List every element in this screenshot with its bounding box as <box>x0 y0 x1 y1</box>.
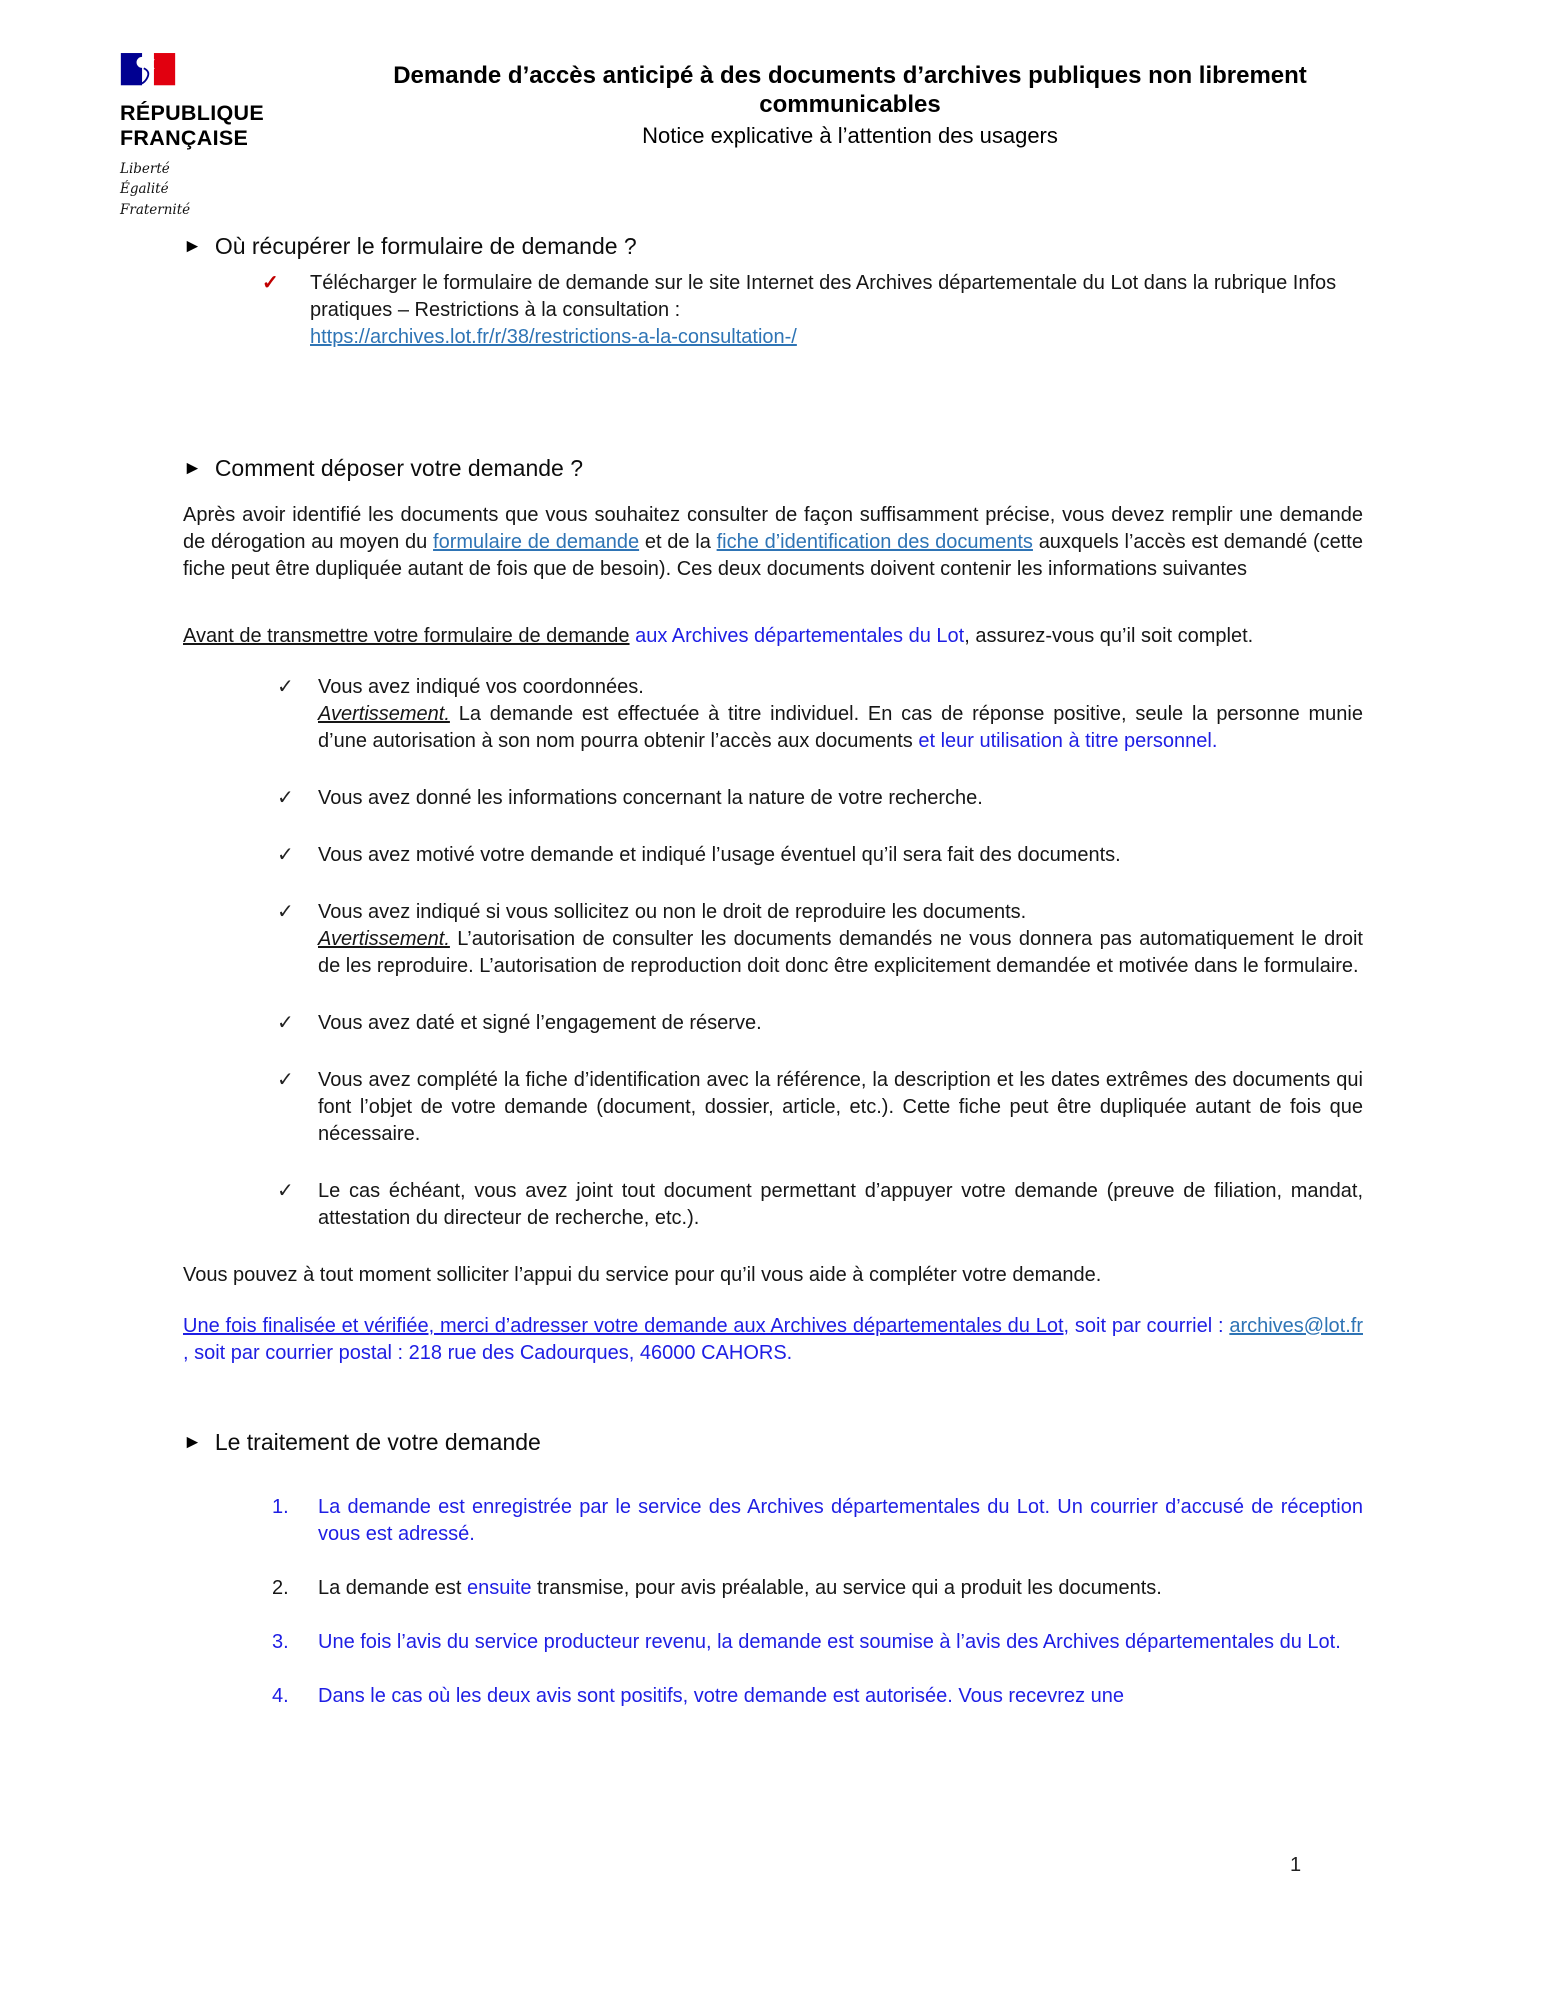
marianne-flag-icon <box>120 52 176 88</box>
before-sending-rest: , assurez-vous qu’il soit complet. <box>964 624 1254 647</box>
check-item-text: Le cas échéant, vous avez joint tout document permettant d’appuyer votre demande (preuve de filiation, mandat, attestation du directeur de recherche, etc.). <box>318 1179 1363 1229</box>
document-title: Demande d’accès anticipé à des documents d’archives publiques non librement communicables <box>393 62 1307 118</box>
check-icon: ✓ <box>277 843 294 866</box>
step-number: 3. <box>272 1630 289 1653</box>
warning-text: La demande est effectuée à titre individuel. En cas de réponse positive, seule la personne munie d’une autorisation à son nom pourra obtenir l’accès aux documents <box>318 702 1363 752</box>
process-steps <box>183 1494 1363 1710</box>
check-item-text: Vous avez daté et signé l’engagement de réserve. <box>318 1011 762 1034</box>
send-paragraph <box>183 1313 1363 1367</box>
intro-text-a: Après avoir identifié les documents que vous souhaitez consulter de façon suffisamment précise, vous devez remplir une demande de dérogation au moyen du <box>183 503 1363 553</box>
section-heading-how <box>183 455 1363 484</box>
download-instruction <box>183 270 1363 351</box>
step-text-b: transmise, pour avis préalable, au service qui a produit les documents. <box>531 1576 1162 1599</box>
arrow-bullet-icon: ► <box>183 235 202 257</box>
before-sending-underlined: Avant de transmettre votre formulaire de demande <box>183 624 630 647</box>
process-step-1 <box>183 1494 1363 1548</box>
check-item-pieces-jointes <box>183 1178 1363 1232</box>
step-text-a: La demande est <box>318 1576 467 1599</box>
logo-line-francaise: FRANÇAISE <box>120 125 249 150</box>
section-heading-process <box>183 1429 1363 1458</box>
check-item-text: Vous avez donné les informations concernant la nature de votre recherche. <box>318 786 983 809</box>
download-instruction-text: Télécharger le formulaire de demande sur le site Internet des Archives départementale du Lot dans la rubrique Infos pratiques – Restrictions à la consultation : <box>310 271 1337 321</box>
check-item-warning <box>318 701 1363 755</box>
before-sending-blue: aux Archives départementales du Lot <box>629 624 965 647</box>
check-icon: ✓ <box>277 786 294 809</box>
support-paragraph: Vous pouvez à tout moment solliciter l’appui du service pour qu’il vous aide à compléter votre demande. <box>183 1263 1102 1286</box>
section-heading-how-text: Comment déposer votre demande ? <box>214 454 584 481</box>
fiche-identification-link[interactable]: fiche d’identification des documents <box>716 530 1033 553</box>
motto-egalite: Égalité <box>120 181 169 198</box>
logo-motto <box>120 159 338 220</box>
logo-wordmark <box>120 101 338 150</box>
section-heading-where-text: Où récupérer le formulaire de demande ? <box>214 232 637 259</box>
republique-francaise-logo <box>120 52 338 220</box>
check-icon: ✓ <box>277 1068 294 1091</box>
checklist <box>183 674 1363 1232</box>
email-link[interactable]: archives@lot.fr <box>1229 1314 1363 1337</box>
arrow-bullet-icon: ► <box>183 457 202 479</box>
check-item-text: Vous avez indiqué vos coordonnées. <box>318 675 644 698</box>
step-number: 4. <box>272 1684 289 1707</box>
check-icon: ✓ <box>277 1011 294 1034</box>
warning-text: L’autorisation de consulter les documents demandés ne vous donnera pas automatiquement le droit de les reproduire. L’autorisation de reproduction doit donc être explicitement demandée et motivée dans le formulaire. <box>318 927 1363 977</box>
section-heading-process-text: Le traitement de votre demande <box>214 1428 541 1455</box>
formulaire-demande-link[interactable]: formulaire de demande <box>433 530 640 553</box>
check-icon: ✓ <box>262 271 279 294</box>
check-item-motivation <box>183 842 1363 869</box>
check-item-fiche-identification <box>183 1067 1363 1148</box>
check-item-nature-recherche <box>183 785 1363 812</box>
logo-line-republique: RÉPUBLIQUE <box>120 101 264 125</box>
check-item-text: Vous avez complété la fiche d’identification avec la référence, la description et les dates extrêmes des documents qui font l’objet de votre demande (document, dossier, article, etc.). Cette fiche peut être dupliquée autant de fois que nécessaire. <box>318 1068 1363 1145</box>
check-item-text: Vous avez motivé votre demande et indiqué l’usage éventuel qu’il sera fait des documents. <box>318 843 1121 866</box>
arrow-bullet-icon: ► <box>183 1431 202 1453</box>
process-step-2 <box>183 1575 1363 1602</box>
step-text: La demande est enregistrée par le service des Archives départementales du Lot. Un courrier d’accusé de réception vous est adressé. <box>318 1495 1363 1545</box>
check-item-engagement <box>183 1010 1363 1037</box>
send-text-b: , soit par courrier postal : 218 rue des Cadourques, 46000 CAHORS. <box>183 1341 793 1364</box>
step-number: 2. <box>272 1576 289 1599</box>
check-item-coordonnees <box>183 674 1363 755</box>
before-sending-paragraph <box>183 623 1363 650</box>
document-subtitle: Notice explicative à l’attention des usagers <box>642 122 1058 148</box>
check-icon: ✓ <box>277 900 294 923</box>
page-number: 1 <box>1290 1854 1302 1876</box>
title-block <box>338 52 1426 220</box>
step-number: 1. <box>272 1495 289 1518</box>
restrictions-consultation-link[interactable]: https://archives.lot.fr/r/38/restrictions-a-la-consultation-/ <box>310 325 797 348</box>
check-icon: ✓ <box>277 1179 294 1202</box>
check-item-warning <box>318 926 1363 980</box>
step-text: Une fois l’avis du service producteur revenu, la demande est soumise à l’avis des Archives départementales du Lot. <box>318 1630 1341 1653</box>
section-heading-where <box>183 233 1363 262</box>
motto-liberte: Liberté <box>120 161 170 177</box>
process-step-3 <box>183 1629 1363 1656</box>
warning-label: Avertissement. <box>318 702 450 725</box>
check-item-text: Vous avez indiqué si vous sollicitez ou non le droit de reproduire les documents. <box>318 900 1027 923</box>
check-item-reproduction <box>183 899 1363 980</box>
warning-label: Avertissement. <box>318 927 450 950</box>
intro-text-b: et de la <box>639 530 717 553</box>
intro-paragraph <box>183 502 1363 583</box>
process-step-4 <box>183 1683 1363 1710</box>
document-body <box>183 233 1363 1710</box>
check-icon: ✓ <box>277 675 294 698</box>
step-text-blue: ensuite <box>467 1576 532 1599</box>
step-text: Dans le cas où les deux avis sont positifs, votre demande est autorisée. Vous recevrez une <box>318 1684 1124 1707</box>
send-text-a: soit par courriel : <box>1069 1314 1230 1337</box>
motto-fraternite: Fraternité <box>120 201 191 218</box>
warning-text-blue: et leur utilisation à titre personnel. <box>918 729 1218 752</box>
send-underlined: Une fois finalisée et vérifiée, merci d’adresser votre demande aux Archives départementales du Lot, <box>183 1314 1070 1337</box>
intro-text-c: auxquels l’accès est demandé (cette fiche peut être dupliquée autant de fois que de besoin). Ces deux documents doivent contenir les informations suivantes <box>183 530 1363 580</box>
page-header <box>0 0 1546 220</box>
